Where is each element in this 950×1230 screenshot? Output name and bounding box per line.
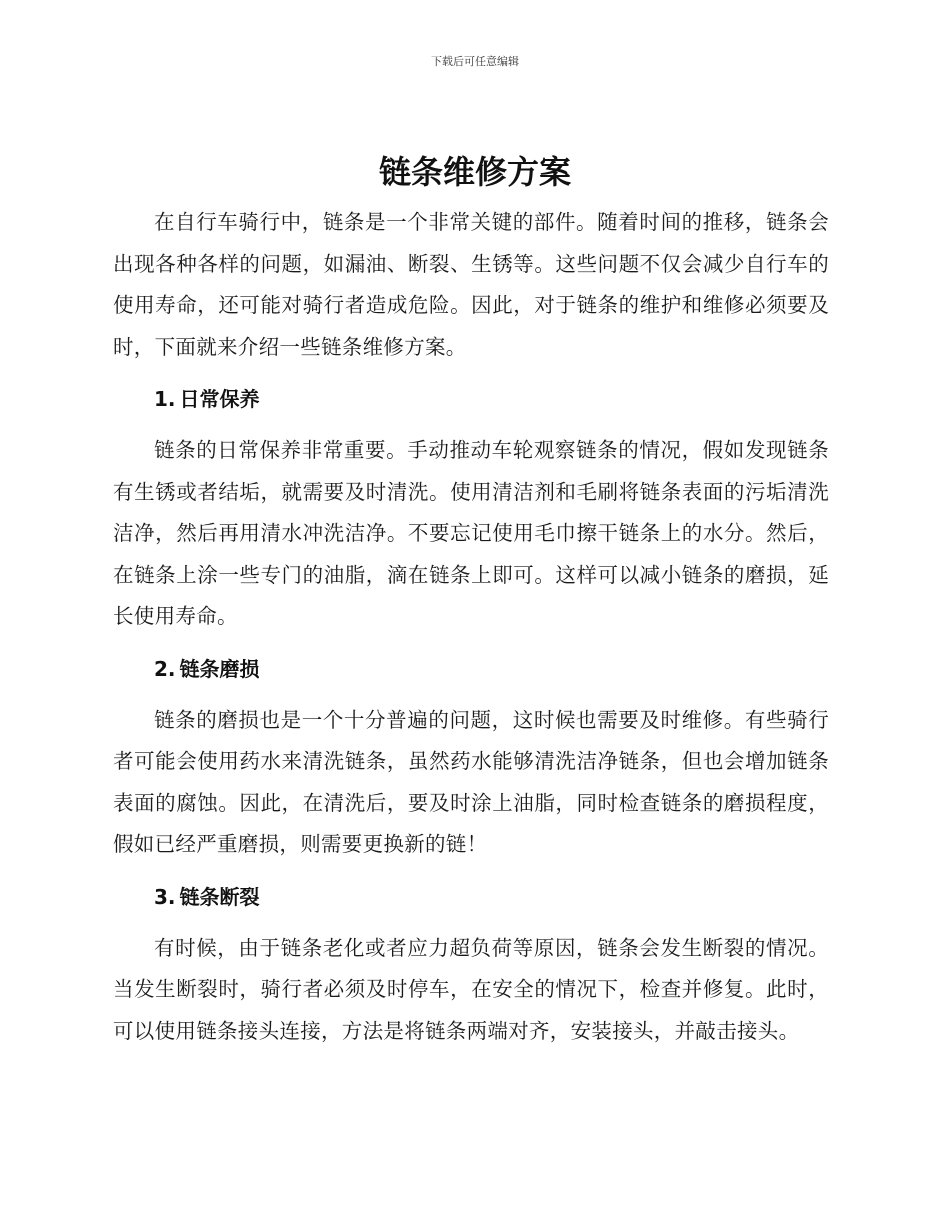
document-title: 链条维修方案 [378, 153, 571, 191]
section-title: 日常保养 [179, 387, 260, 411]
section-paragraph-chain-break: 有时候，由于链条老化或者应力超负荷等原因，链条会发生断裂的情况。当发生断裂时，骑行者必须及时停车，在安全的情况下，检查并修复。此时，可以使用链条接头连接，方法是将链条两端对齐，安装接头，并敲击接头。 [113, 935, 829, 1043]
header-note: 下载后可任意编辑 [431, 55, 519, 68]
section-paragraph-chain-wear: 链条的磨损也是一个十分普遍的问题，这时候也需要及时维修。有些骑行者可能会使用药水来清洗链条，虽然药水能够清洗洁净链条，但也会增加链条表面的腐蚀。因此，在清洗后，要及时涂上油脂，同时检查链条的磨损程度，假如已经严重磨损，则需要更换新的链！ [113, 707, 829, 856]
section-title: 链条磨损 [179, 656, 260, 681]
intro-paragraph: 在自行车骑行中，链条是一个非常关键的部件。随着时间的推移，链条会出现各种各样的问题，如漏油、断裂、生锈等。这些问题不仅会减少自行车的使用寿命，还可能对骑行者造成危险。因此，对于链条的维护和维修必须要及时，下面就来介绍一些链条维修方案。 [113, 210, 829, 359]
document-body [113, 202, 829, 1052]
section-number: 3. [154, 884, 176, 909]
section-title: 链条断裂 [179, 884, 260, 909]
section-heading-chain-break [113, 882, 829, 912]
section-number: 2. [154, 656, 176, 681]
section-number: 1. [154, 387, 176, 411]
section-paragraph-daily-maintenance: 链条的日常保养非常重要。手动推动车轮观察链条的情况，假如发现链条有生锈或者结垢，就需要及时清洗。使用清洁剂和毛刷将链条表面的污垢清洗洁净，然后再用清水冲洗洁净。不要忘记使用毛巾擦干链条上的水分。然后，在链条上涂一些专门的油脂，滴在链条上即可。这样可以减小链条的磨损，延长使用寿命。 [113, 438, 829, 628]
section-heading-daily-maintenance [113, 384, 829, 414]
section-heading-chain-wear [113, 654, 829, 684]
